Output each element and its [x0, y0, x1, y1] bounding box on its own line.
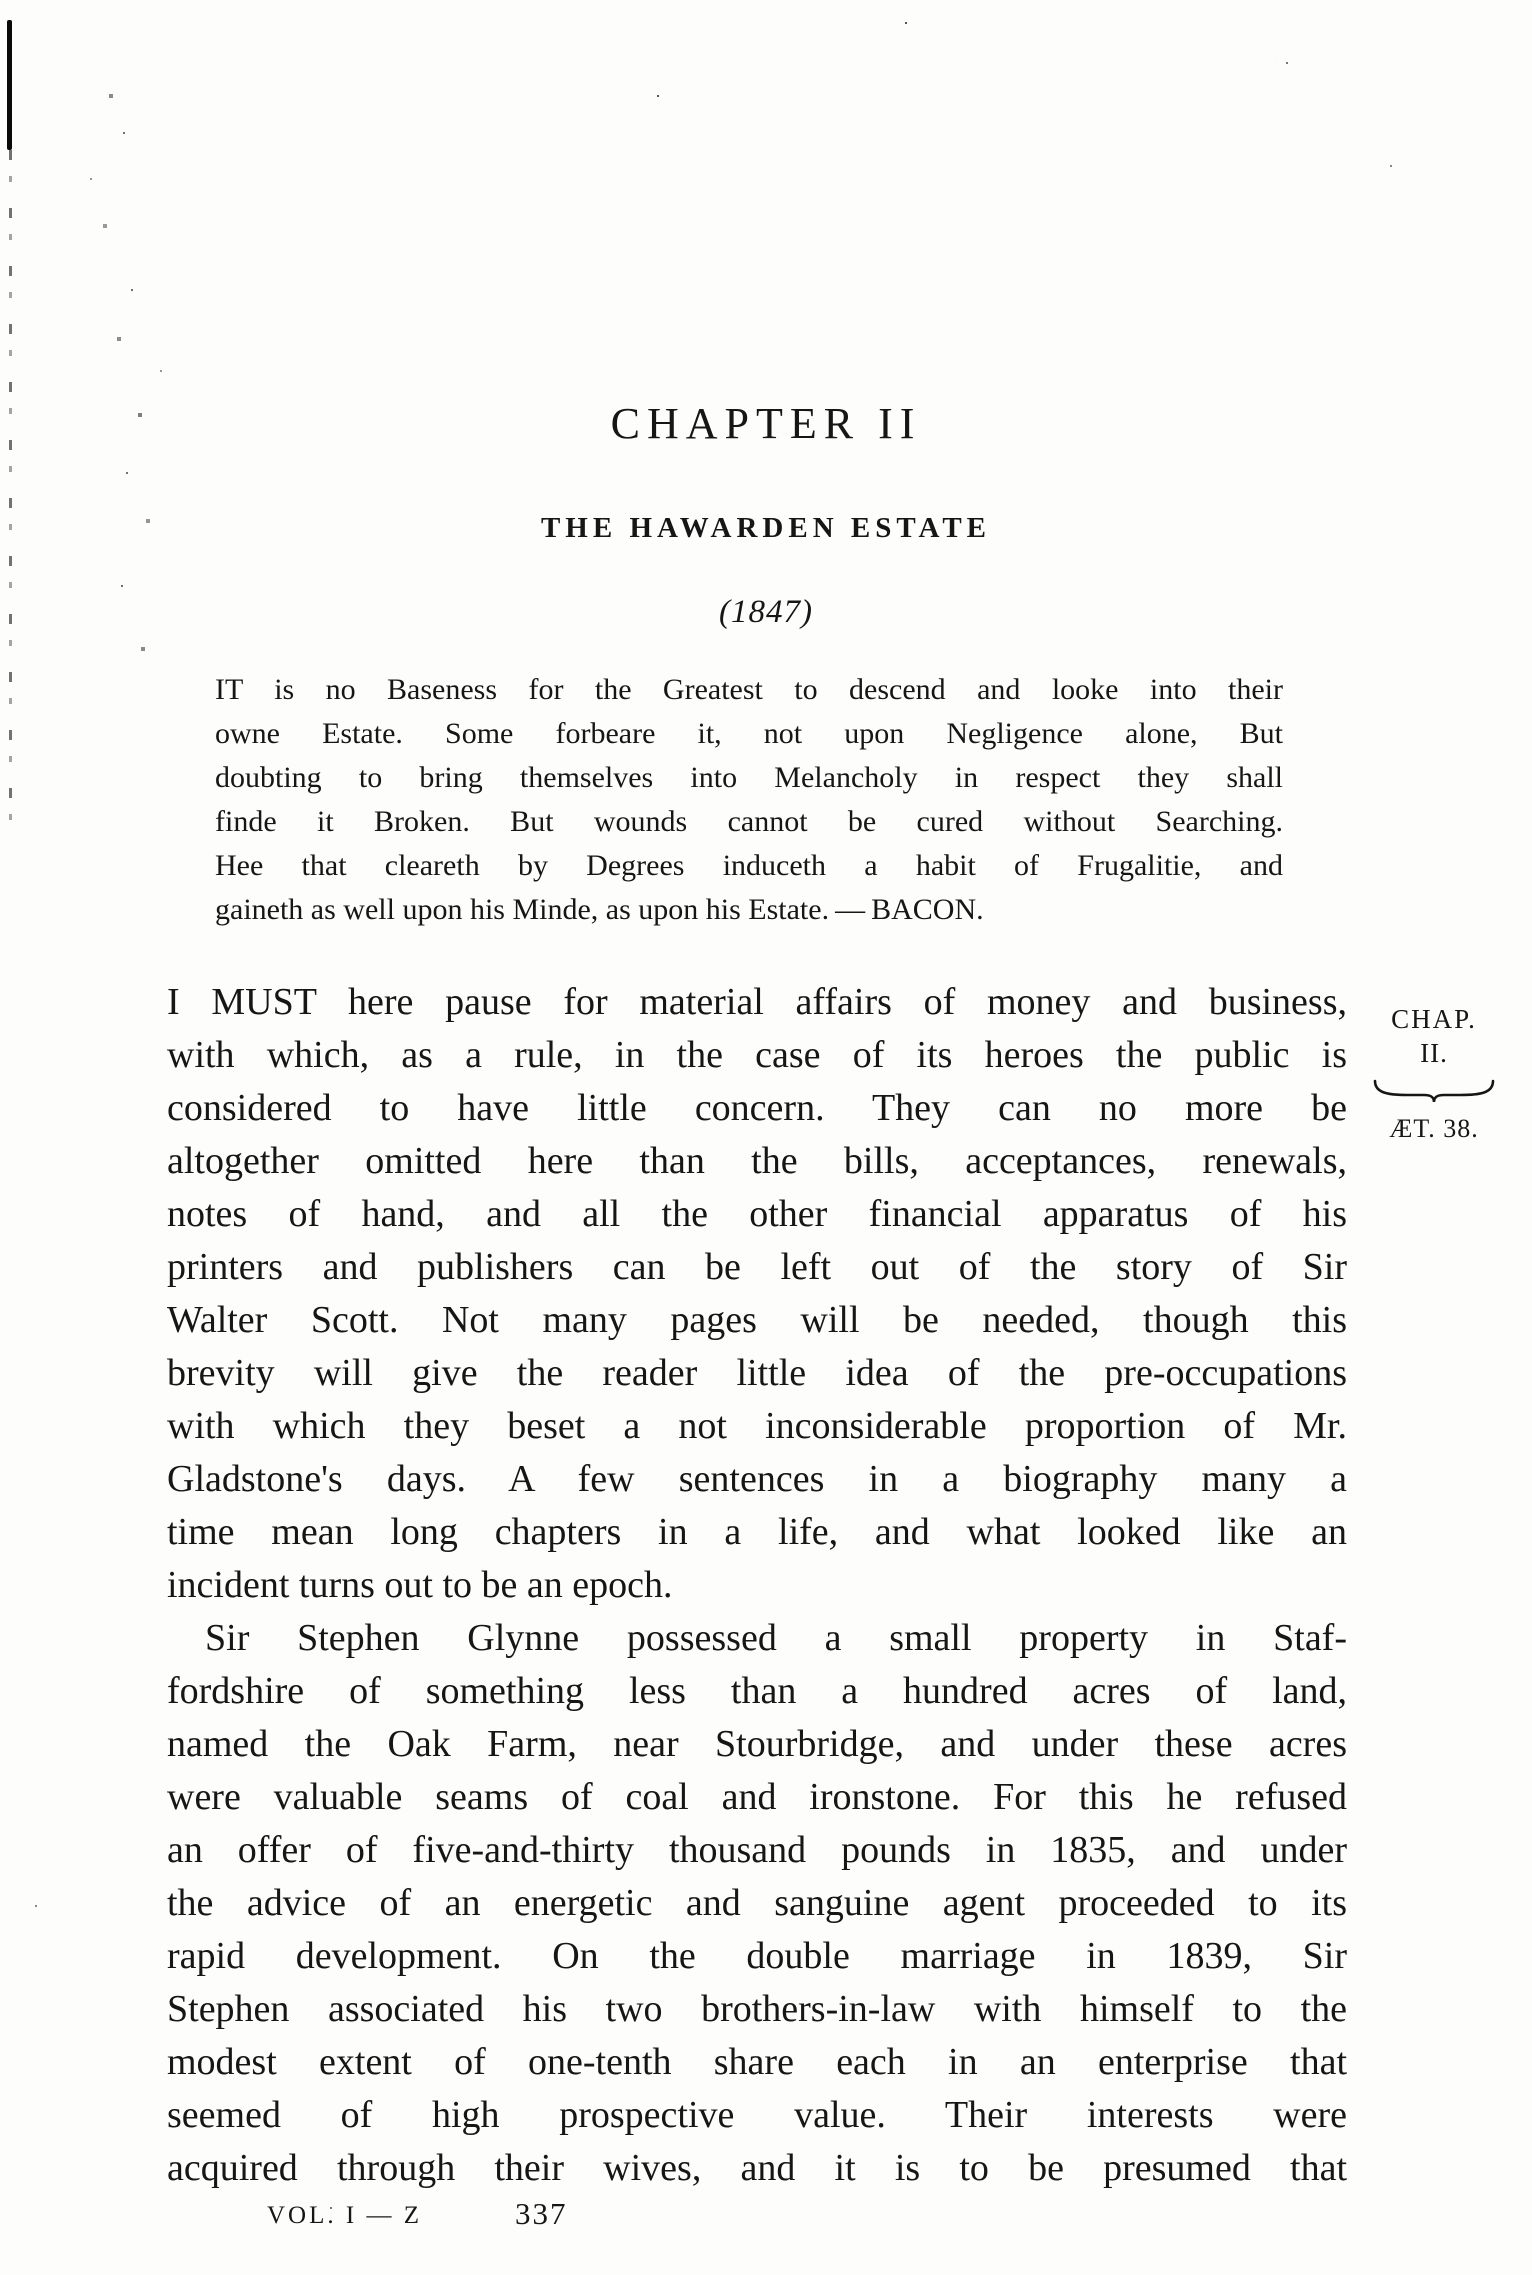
text-line: time mean long chapters in a life, and what looked like an	[167, 1511, 1347, 1553]
text-line: seemed of high prospective value. Their interests were	[167, 2094, 1347, 2136]
text-line: the advice of an energetic and sanguine agent proceeded to its	[167, 1882, 1347, 1924]
text-line: modest extent of one-tenth share each in an enterprise that	[167, 2041, 1347, 2083]
text-line: incident turns out to be an epoch.	[167, 1564, 673, 1606]
text-line: with which, as a rule, in the case of its heroes the public is	[167, 1034, 1347, 1076]
text-line: Sir Stephen Glynne possessed a small property in Staf-	[205, 1617, 1347, 1659]
margin-chapter-label: CHAP.	[1391, 1004, 1477, 1034]
text-line: doubting to bring themselves into Melancholy in respect they shall	[215, 761, 1283, 794]
text-line: named the Oak Farm, near Stourbridge, and under these acres	[167, 1723, 1347, 1765]
margin-note	[1358, 1002, 1510, 1144]
text-line: IT is no Baseness for the Greatest to descend and looke into their	[215, 673, 1283, 706]
scan-edge-artifact-dashed	[9, 150, 12, 830]
chapter-year: (1847)	[719, 594, 813, 630]
text-line: Walter Scott. Not many pages will be needed, though this	[167, 1299, 1347, 1341]
paragraph-1	[167, 976, 1347, 1612]
page-number: 337	[515, 2196, 568, 2231]
chapter-heading: CHAPTER II	[610, 399, 922, 448]
text-line: gaineth as well upon his Minde, as upon his Estate. — BACON.	[215, 893, 984, 926]
text-line: fordshire of something less than a hundred acres of land,	[167, 1670, 1347, 1712]
paragraph-2	[167, 1612, 1347, 2195]
underbrace-icon	[1372, 1078, 1496, 1104]
chapter-subtitle: THE HAWARDEN ESTATE	[540, 512, 992, 544]
margin-chapter-numeral: II.	[1420, 1038, 1448, 1068]
text-line: notes of hand, and all the other financial apparatus of his	[167, 1193, 1347, 1235]
text-line: acquired through their wives, and it is to be presumed that	[167, 2147, 1347, 2189]
margin-age-label: ÆT. 38.	[1389, 1114, 1479, 1143]
text-line: owne Estate. Some forbeare it, not upon Negligence alone, But	[215, 717, 1283, 750]
text-line: altogether omitted here than the bills, acceptances, renewals,	[167, 1140, 1347, 1182]
scan-edge-artifact	[7, 20, 12, 150]
text-line: finde it Broken. But wounds cannot be cured without Searching.	[215, 805, 1283, 838]
text-line: Stephen associated his two brothers-in-law with himself to the	[167, 1988, 1347, 2030]
text-line: were valuable seams of coal and ironstone. For this he refused	[167, 1776, 1347, 1818]
page-footer	[167, 2196, 1347, 2236]
text-line: printers and publishers can be left out of the story of Sir	[167, 1246, 1347, 1288]
text-line: an offer of five-and-thirty thousand pounds in 1835, and under	[167, 1829, 1347, 1871]
text-line: with which they beset a not inconsiderable proportion of Mr.	[167, 1405, 1347, 1447]
volume-signature: VOL. I — Z	[267, 2202, 422, 2229]
epigraph-quote	[215, 668, 1283, 932]
text-line: brevity will give the reader little idea of the pre-occupations	[167, 1352, 1347, 1394]
body-text	[167, 976, 1347, 2195]
text-line: Gladstone's days. A few sentences in a biography many a	[167, 1458, 1347, 1500]
text-line: considered to have little concern. They can no more be	[167, 1087, 1347, 1129]
text-line: Hee that cleareth by Degrees induceth a habit of Frugalitie, and	[215, 849, 1283, 882]
text-line: I MUST here pause for material affairs of money and business,	[167, 981, 1347, 1023]
scan-speckles	[0, 0, 2, 2]
text-line: rapid development. On the double marriage in 1839, Sir	[167, 1935, 1347, 1977]
